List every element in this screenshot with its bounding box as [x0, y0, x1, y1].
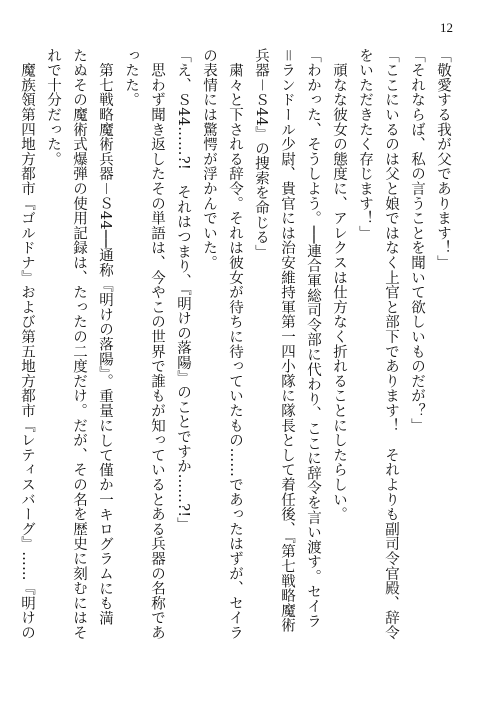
- text-line: 第七戦略魔術兵器－Ｓ44──通称『明けの落陽』。重量にして僅か一キログラムにも満: [97, 48, 113, 626]
- text-line: ＝ランドール少尉、貴官には治安維持軍第一四小隊に隊長として着任後、『第七戦略魔術: [279, 48, 295, 633]
- text-line: たぬその魔術式爆弾の使用記録は、たったの二度だけ。だが、その名を歴史に刻むにはそ: [71, 48, 87, 640]
- text-line: をいただきたく存じます！」: [357, 48, 373, 241]
- text-line: 思わず聞き返したその単語は、今やこの世界で誰もが知っているとある兵器の名称であ: [149, 48, 165, 640]
- text-line: の表情には驚愕が浮かんでいた。: [201, 48, 217, 270]
- text-line: 粛々と下される辞令。それは彼女が待ちに待っていたもの……であったはずが、セイラ: [227, 48, 243, 640]
- text-line: 「それならば、私の言うことを聞いて欲しいものだが？」: [409, 48, 425, 433]
- text-line: 「敬愛する我が父であります！」: [435, 48, 451, 270]
- page-number: 12: [440, 20, 453, 35]
- text-line: れで十分だった。: [45, 48, 61, 167]
- text-line: 「わかった、そうしよう。──連合軍総司令部に代わり、ここに辞令を言い渡す。セイラ: [305, 48, 321, 629]
- text-line: 兵器－Ｓ44』の捜索を命じる」: [253, 48, 269, 260]
- novel-text-block: [19, 48, 456, 663]
- text-line: 「ここにいるのは父と娘ではなく上官と部下であります！ それよりも副司令官殿、辞令: [383, 48, 399, 640]
- text-line: 「え、Ｓ44……?! それはつまり、『明けの落陽』のことですか……?!」: [175, 48, 191, 533]
- text-line: ったた。: [123, 48, 139, 108]
- text-line: 魔族領第四地方都市『ゴルドナ』および第五地方都市『レティスバーグ』……『明けの: [19, 48, 35, 640]
- text-line: 頑なな彼女の態度に、アレクスは仕方なく折れることにしたらしい。: [331, 48, 347, 522]
